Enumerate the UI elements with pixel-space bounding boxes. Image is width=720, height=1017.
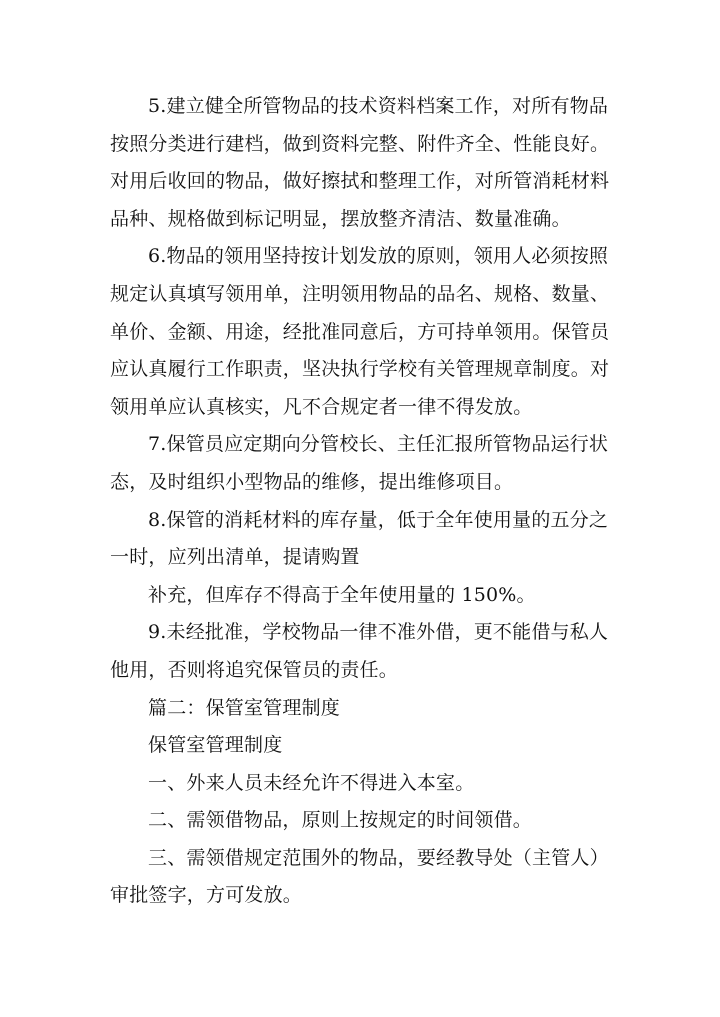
paragraph-line: 审批签字，方可发放。 bbox=[110, 884, 303, 907]
paragraph-line: 他用，否则将追究保管员的责任。 bbox=[110, 658, 399, 681]
paragraph-line: 领用单应认真核实，凡不合规定者一律不得发放。 bbox=[110, 395, 533, 418]
rule-item-3 bbox=[110, 840, 610, 915]
section-heading bbox=[110, 690, 610, 728]
paragraph-line: 对用后收回的物品，做好擦拭和整理工作，对所管消耗材料 bbox=[110, 170, 610, 193]
paragraph-item-8 bbox=[110, 502, 610, 577]
paragraph-line: 一、外来人员未经允许不得进入本室。 bbox=[148, 771, 475, 794]
paragraph-item-9 bbox=[110, 614, 610, 689]
rule-item-2 bbox=[110, 802, 610, 840]
rule-item-1 bbox=[110, 765, 610, 803]
paragraph-line: 5.建立健全所管物品的技术资料档案工作，对所有物品 bbox=[148, 95, 609, 117]
paragraph-line: 9.未经批准，学校物品一律不准外借，更不能借与私人 bbox=[148, 621, 609, 644]
paragraph-item-7 bbox=[110, 426, 610, 501]
paragraph-line: 态，及时组织小型物品的维修，提出维修项目。 bbox=[110, 470, 514, 493]
paragraph-line: 7.保管员应定期向分管校长、主任汇报所管物品运行状 bbox=[148, 433, 609, 456]
paragraph-line: 6.物品的领用坚持按计划发放的原则，领用人必须按照 bbox=[148, 245, 609, 268]
paragraph-line: 单价、金额、用途，经批准同意后，方可持单领用。保管员 bbox=[110, 320, 610, 343]
paragraph-line: 保管室管理制度 bbox=[148, 734, 283, 757]
section-title bbox=[110, 727, 610, 765]
paragraph-line: 8.保管的消耗材料的库存量，低于全年使用量的五分之 bbox=[148, 508, 609, 531]
paragraph-item-6 bbox=[110, 238, 610, 426]
paragraph-supplement bbox=[110, 577, 610, 615]
paragraph-line: 篇二：保管室管理制度 bbox=[148, 696, 341, 719]
document-body bbox=[110, 88, 610, 915]
paragraph-item-5 bbox=[110, 88, 610, 238]
paragraph-line: 一时，应列出清单，提请购置 bbox=[110, 546, 360, 569]
paragraph-line: 规定认真填写领用单，注明领用物品的品名、规格、数量、 bbox=[110, 282, 610, 305]
paragraph-line: 按照分类进行建档，做到资料完整、附件齐全、性能良好。 bbox=[110, 132, 610, 155]
paragraph-line: 品种、规格做到标记明显，摆放整齐清洁、数量准确。 bbox=[110, 207, 571, 230]
paragraph-line: 三、需领借规定范围外的物品，要经教导处（主管人） bbox=[148, 846, 609, 869]
paragraph-line: 补充，但库存不得高于全年使用量的 150%。 bbox=[148, 583, 536, 606]
paragraph-line: 应认真履行工作职责，坚决执行学校有关管理规章制度。对 bbox=[110, 358, 610, 381]
paragraph-line: 二、需领借物品，原则上按规定的时间领借。 bbox=[148, 809, 533, 832]
